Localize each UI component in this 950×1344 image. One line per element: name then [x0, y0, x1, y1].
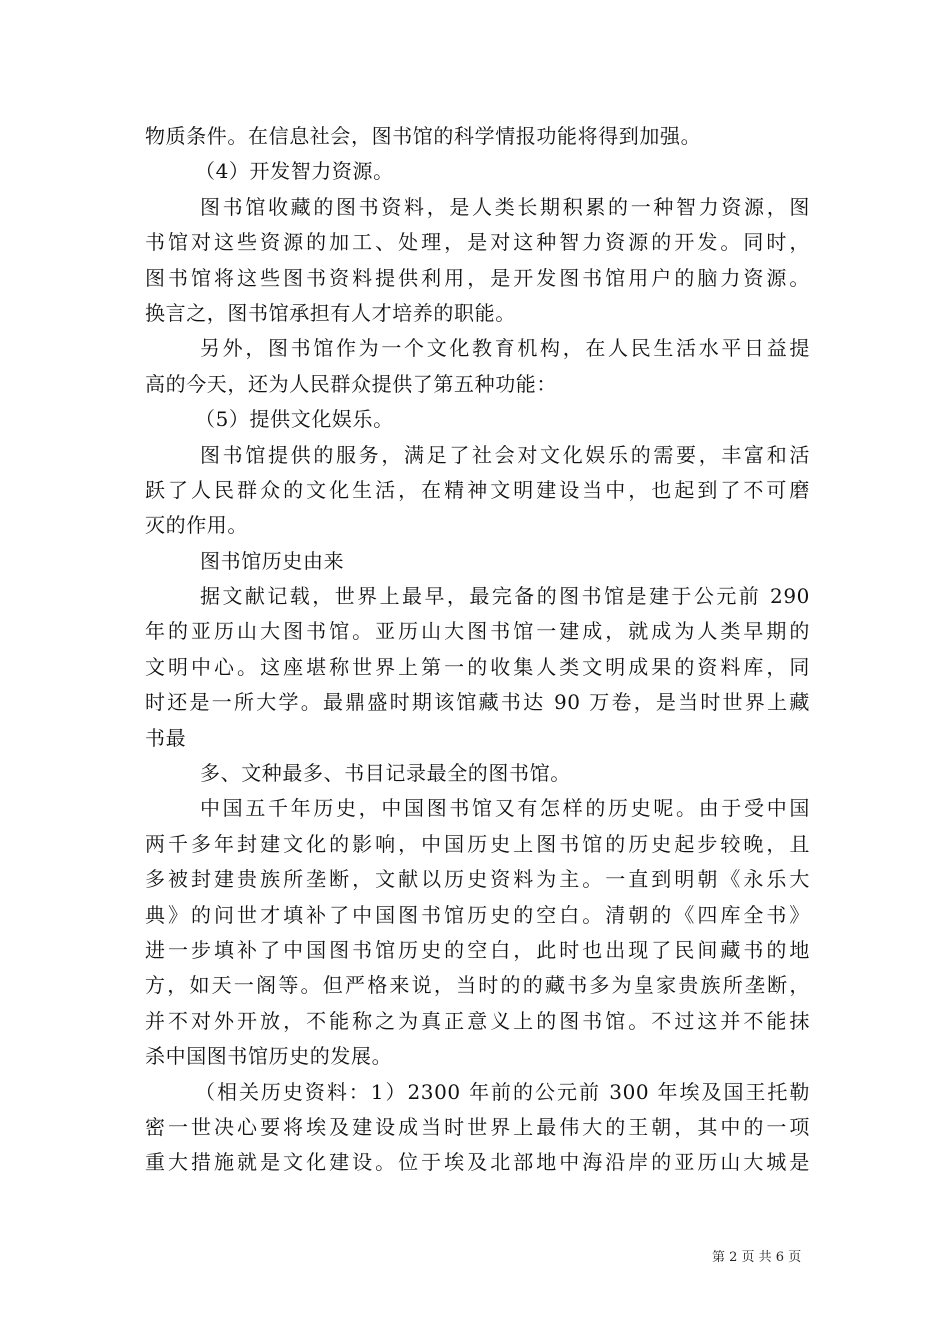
text-line: （5）提供文化娱乐。: [195, 407, 394, 432]
text-line: （相关历史资料：1）2300 年前的公元前 300 年埃及国王托勒: [195, 1079, 810, 1104]
text-line: 换言之，图书馆承担有人才培养的职能。: [145, 300, 516, 325]
text-line: 跃了人民群众的文化生活，在精神文明建设当中，也起到了不可磨: [145, 477, 810, 502]
text-line: 据文献记载，世界上最早，最完备的图书馆是建于公元前 290: [200, 584, 810, 609]
text-line: 杀中国图书馆历史的发展。: [145, 1044, 393, 1069]
text-line: 高的今天，还为人民群众提供了第五种功能：: [145, 371, 557, 396]
page-footer: 第 2 页 共 6 页: [712, 1250, 802, 1265]
text-line: 方，如天一阁等。但严格来说，当时的的藏书多为皇家贵族所垄断，: [145, 973, 810, 998]
text-line: 灭的作用。: [145, 513, 248, 538]
text-line: 重大措施就是文化建设。位于埃及北部地中海沿岸的亚历山大城是: [145, 1150, 810, 1175]
document-body: [145, 119, 810, 1181]
text-line: 时还是一所大学。最鼎盛时期该馆藏书达 90 万卷，是当时世界上藏: [145, 690, 810, 715]
text-line: 典》的问世才填补了中国图书馆历史的空白。清朝的《四库全书》: [145, 902, 810, 927]
text-line: 两千多年封建文化的影响，中国历史上图书馆的历史起步较晚，且: [145, 831, 810, 856]
text-line: （4）开发智力资源。: [195, 159, 394, 184]
text-line: 图书馆提供的服务，满足了社会对文化娱乐的需要，丰富和活: [200, 442, 810, 467]
text-line: 年的亚历山大图书馆。亚历山大图书馆一建成，就成为人类早期的: [145, 619, 810, 644]
text-line: 密一世决心要将埃及建设成当时世界上最伟大的王朝，其中的一项: [145, 1114, 810, 1139]
text-line: 图书馆历史由来: [200, 548, 345, 573]
text-line: 多、文种最多、书目记录最全的图书馆。: [200, 761, 571, 786]
text-line: 书最: [145, 725, 187, 750]
text-line: 多被封建贵族所垄断，文献以历史资料为主。一直到明朝《永乐大: [145, 867, 810, 892]
text-line: 中国五千年历史，中国图书馆又有怎样的历史呢。由于受中国: [200, 796, 810, 821]
text-line: 图书馆将这些图书资料提供利用，是开发图书馆用户的脑力资源。: [145, 265, 810, 290]
text-line: 进一步填补了中国图书馆历史的空白，此时也出现了民间藏书的地: [145, 937, 810, 962]
text-line: 书馆对这些资源的加工、处理，是对这种智力资源的开发。同时，: [145, 230, 810, 255]
text-line: 图书馆收藏的图书资料，是人类长期积累的一种智力资源，图: [200, 194, 810, 219]
text-line: 并不对外开放，不能称之为真正意义上的图书馆。不过这并不能抹: [145, 1008, 810, 1033]
text-line: 物质条件。在信息社会，图书馆的科学情报功能将得到加强。: [145, 124, 702, 148]
text-line: 另外，图书馆作为一个文化教育机构，在人民生活水平日益提: [200, 336, 810, 361]
text-line: 文明中心。这座堪称世界上第一的收集人类文明成果的资料库，同: [145, 654, 810, 679]
